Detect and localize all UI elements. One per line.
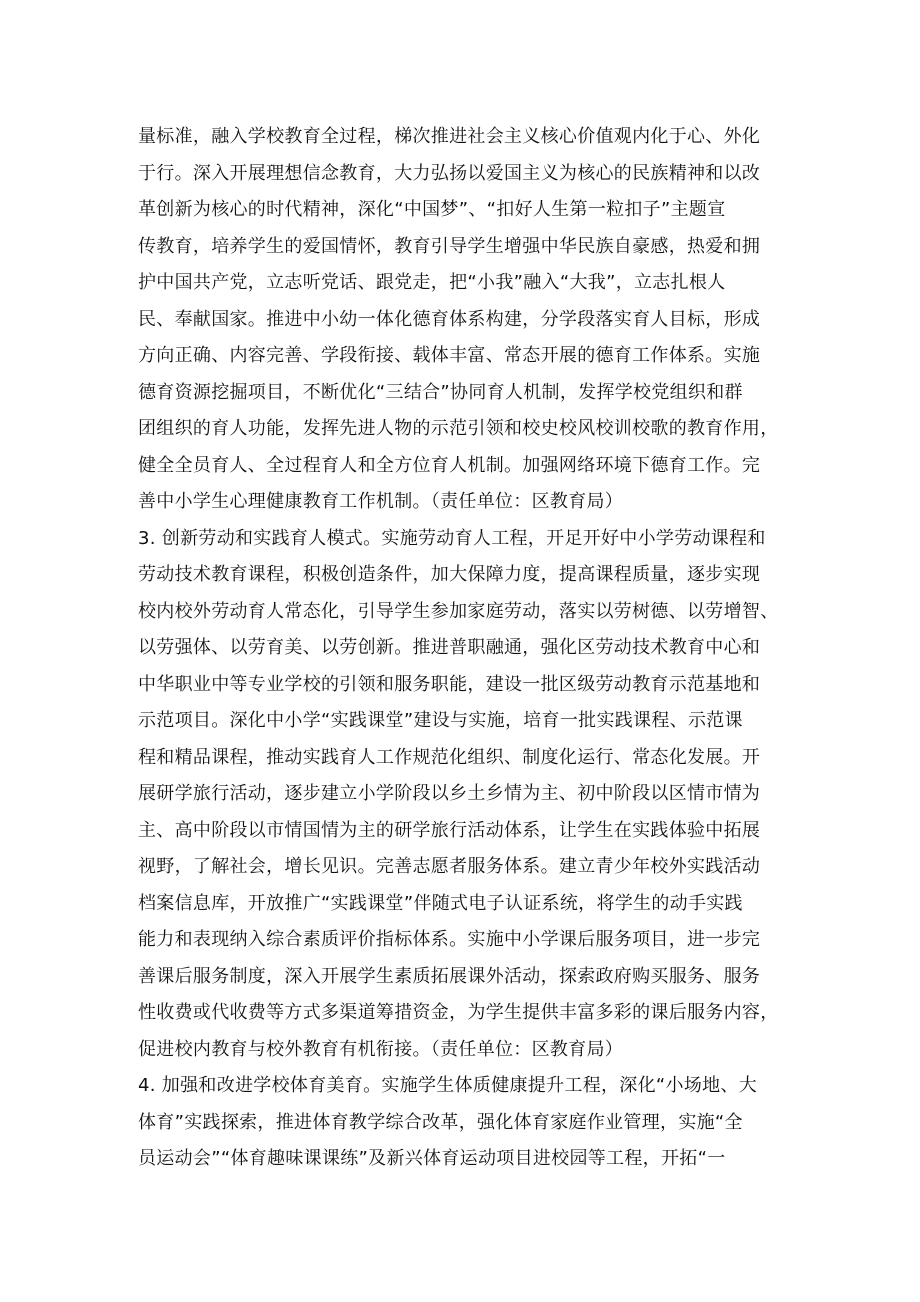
text-line: 主、高中阶段以市情国情为主的研学旅行活动体系，让学生在实践体验中拓展 — [138, 819, 761, 841]
text-line: 德育资源挖掘项目，不断优化“三结合”协同育人机制，发挥学校党组织和群 — [138, 381, 743, 403]
text-line: 档案信息库，开放推广“实践课堂”伴随式电子认证系统，将学生的动手实践 — [138, 892, 743, 914]
text-line: 传教育，培养学生的爱国情怀，教育引导学生增强中华民族自豪感，热爱和拥 — [138, 235, 761, 257]
text-line: 促进校内教育与校外教育有机衔接。（责任单位：区教育局） — [138, 1038, 624, 1060]
text-line: 性收费或代收费等方式多渠道筹措资金，为学生提供丰富多彩的课后服务内容， — [138, 1002, 779, 1023]
text-line: 展研学旅行活动，逐步建立小学阶段以乡土乡情为主、初中阶段以区情市情为 — [138, 783, 761, 804]
text-line: 校内校外劳动育人常态化，引导学生参加家庭劳动，落实以劳树德、以劳增智、 — [138, 600, 779, 622]
section-heading-3: 3. 创新劳动和实践育人模式。实施劳动育人工程，开足开好中小学劳动课程和 — [138, 527, 766, 549]
text-line: 团组织的育人功能，发挥先进人物的示范引领和校史校风校训校歌的教育作用， — [138, 418, 779, 439]
text-line: 量标准，融入学校教育全过程，梯次推进社会主义核心价值观内化于心、外化 — [138, 126, 761, 147]
text-line: 善中小学生心理健康教育工作机制。（责任单位：区教育局） — [138, 491, 624, 512]
text-line: 民、奉献国家。推进中小幼一体化德育体系构建，分学段落实育人目标，形成 — [138, 308, 761, 330]
text-line: 示范项目。深化中小学“实践课堂”建设与实施，培育一批实践课程、示范课 — [138, 710, 743, 731]
section-heading-4: 4. 加强和改进学校体育美育。实施学生体质健康提升工程，深化“小场地、大 — [138, 1075, 758, 1096]
text-line: 于行。深入开展理想信念教育，大力弘扬以爱国主义为核心的民族精神和以改 — [138, 162, 761, 184]
text-line: 能力和表现纳入综合素质评价指标体系。实施中小学课后服务项目，进一步完 — [138, 929, 761, 950]
text-line: 革创新为核心的时代精神，深化“中国梦”、“扣好人生第一粒扣子”主题宣 — [138, 199, 726, 220]
text-line: 护中国共产党，立志听党话、跟党走，把“小我”融入“大我”，立志扎根人 — [138, 272, 726, 293]
text-line: 以劳强体、以劳育美、以劳创新。推进普职融通，强化区劳动技术教育中心和 — [138, 637, 761, 658]
text-line: 方向正确、内容完善、学段衔接、载体丰富、常态开展的德育工作体系。实施 — [138, 345, 761, 366]
text-line: 中华职业中等专业学校的引领和服务职能，建设一批区级劳动教育示范基地和 — [138, 673, 761, 695]
text-line: 员运动会”“体育趣味课课练”及新兴体育运动项目进校园等工程，开拓“一 — [138, 1148, 726, 1169]
body-text — [138, 119, 798, 1178]
text-line: 健全全员育人、全过程育人和全方位育人机制。加强网络环境下德育工作。完 — [138, 454, 761, 476]
text-line: 程和精品课程，推动实践育人工作规范化组织、制度化运行、常态化发展。开 — [138, 746, 761, 768]
text-line: 体育”实践探索，推进体育教学综合改革，强化体育家庭作业管理，实施“全 — [138, 1111, 743, 1133]
text-line: 善课后服务制度，深入开展学生素质拓展课外活动，探索政府购买服务、服务 — [138, 965, 761, 987]
text-line: 视野，了解社会，增长见识。完善志愿者服务体系。建立青少年校外实践活动 — [138, 856, 761, 877]
text-line: 劳动技术教育课程，积极创造条件，加大保障力度，提高课程质量，逐步实现 — [138, 564, 761, 585]
